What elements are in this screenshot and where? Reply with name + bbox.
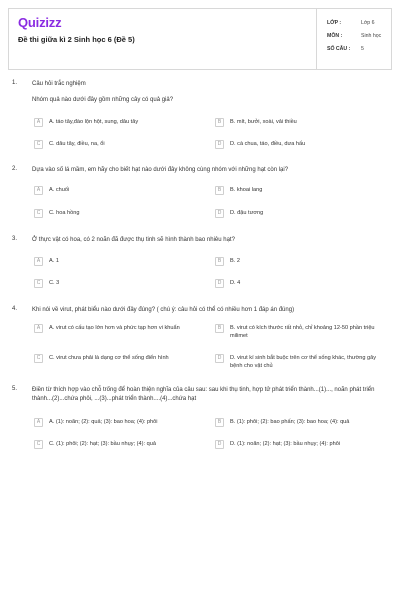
option-text: C. (1): phôi; (2): hạt; (3): bầu nhụy; (4): quả [49, 441, 156, 447]
option-letter-box: A [34, 118, 43, 127]
question-number: 4. [12, 306, 18, 312]
question-number: 5. [12, 386, 18, 392]
option-text: B. 2 [230, 258, 240, 264]
option-letter-box: C [34, 140, 43, 149]
option-d[interactable] [215, 279, 385, 288]
option-text: A. táo tây,đào lộn hột, sung, dâu tây [49, 119, 139, 125]
meta-row-question-count [327, 42, 393, 55]
meta-label: MÔN : [327, 32, 343, 39]
option-text: A. (1): noãn; (2): quả; (3): bao hoa; (4): phôi [49, 419, 158, 425]
question-text: Ở thực vật có hoa, có 2 noãn đã được thụ tinh sẽ hình thành bao nhiêu hạt? [32, 237, 235, 243]
option-text: C. dâu tây, điều, na, ổi [49, 141, 105, 147]
meta-label: LỚP : [327, 19, 342, 26]
worksheet-title: Đề thi giữa kì 2 Sinh học 6 (Đề 5) [18, 35, 135, 44]
option-text: D. virut kí sinh bắt buộc trên cơ thể sống khác, thường gây bệnh cho vật chủ [230, 355, 377, 369]
option-letter-box: D [215, 354, 224, 363]
option-letter-box: A [34, 324, 43, 333]
option-text: D. đậu tương [230, 210, 264, 216]
option-text: D. cà chua, táo, điều, dưa hấu [230, 141, 306, 147]
option-a[interactable] [34, 186, 204, 195]
option-text: B. (1): phôi; (2): bao phấn; (3): bao hoa; (4): quả [230, 419, 350, 425]
option-letter-box: A [34, 186, 43, 195]
option-a[interactable] [34, 418, 204, 427]
meta-row-subject [327, 29, 393, 42]
option-c[interactable] [34, 440, 204, 449]
option-b[interactable] [215, 324, 385, 340]
option-letter-box: D [215, 140, 224, 149]
question-number: 3. [12, 236, 18, 242]
option-c[interactable] [34, 279, 204, 288]
option-letter-box: A [34, 418, 43, 427]
option-text: B. mít, bưởi, xoài, vải thiều [230, 119, 297, 125]
question-number: 2. [12, 166, 18, 172]
option-letter-box: B [215, 118, 224, 127]
question-text: Câu hỏi trắc nghiệm [32, 81, 86, 87]
meta-value: Lớp 6 [361, 19, 375, 26]
option-c[interactable] [34, 354, 204, 363]
option-b[interactable] [215, 418, 385, 427]
meta-value: Sinh học [361, 32, 382, 39]
option-text: C. virut chưa phải là dạng cơ thể sống điển hình [49, 355, 169, 361]
option-d[interactable] [215, 354, 385, 370]
option-c[interactable] [34, 209, 204, 218]
option-text: B. khoai lang [230, 187, 263, 193]
worksheet-meta [327, 16, 393, 55]
option-letter-box: D [215, 279, 224, 288]
header-left-panel [9, 9, 317, 69]
option-a[interactable] [34, 324, 204, 333]
option-d[interactable] [215, 440, 385, 449]
option-letter-box: D [215, 209, 224, 218]
meta-row-class [327, 16, 393, 29]
question-number: 1. [12, 80, 18, 86]
meta-label: SỐ CÂU : [327, 45, 351, 52]
option-text: C. hoa hồng [49, 210, 80, 216]
option-d[interactable] [215, 209, 385, 218]
worksheet-header [8, 8, 392, 70]
option-letter-box: C [34, 209, 43, 218]
option-text: B. virut có kích thước rất nhỏ, chỉ khoảng 12-50 phần triệu milimet [230, 325, 375, 339]
option-letter-box: B [215, 418, 224, 427]
question-subtext: Nhóm quả nào dưới đây gồm những cây có quả giả? [32, 97, 174, 103]
option-b[interactable] [215, 186, 385, 195]
meta-value: 5 [361, 45, 364, 52]
option-text: D. 4 [230, 280, 241, 286]
option-text: A. chuối [49, 187, 70, 193]
option-letter-box: C [34, 440, 43, 449]
option-letter-box: B [215, 186, 224, 195]
quizizz-logo: Quizizz [18, 15, 62, 30]
option-a[interactable] [34, 257, 204, 266]
question-text: Điền từ thích hợp vào chỗ trống để hoàn thiện nghĩa của câu sau: sau khi thụ tinh, hợp tử phát triển thành...(1)..., noãn phát triển thành...(2)...chứa phôi, ...(3)...phát triển thành....(4)...chứa hạt [32, 387, 375, 402]
option-b[interactable] [215, 257, 385, 266]
option-letter-box: C [34, 279, 43, 288]
option-letter-box: B [215, 257, 224, 266]
option-letter-box: D [215, 440, 224, 449]
question-text: Dựa vào số lá mầm, em hãy cho biết hạt nào dưới đây không cùng nhóm với những hạt còn lại? [32, 167, 289, 173]
option-text: A. 1 [49, 258, 59, 264]
question-text: Khi nói về virut, phát biểu nào dưới đây đúng? ( chú ý: câu hỏi có thể có nhiều hơn 1 đáp án đúng) [32, 307, 295, 313]
option-b[interactable] [215, 118, 385, 127]
option-d[interactable] [215, 140, 385, 149]
option-letter-box: C [34, 354, 43, 363]
option-a[interactable] [34, 118, 204, 127]
option-letter-box: B [215, 324, 224, 333]
option-text: C. 3 [49, 280, 60, 286]
option-letter-box: A [34, 257, 43, 266]
option-c[interactable] [34, 140, 204, 149]
option-text: D. (1): noãn; (2): hạt; (3): bầu nhụy; (4): phôi [230, 441, 341, 447]
option-text: A. virut có cấu tạo lớn hơn và phức tạp hơn vi khuẩn [49, 325, 180, 331]
